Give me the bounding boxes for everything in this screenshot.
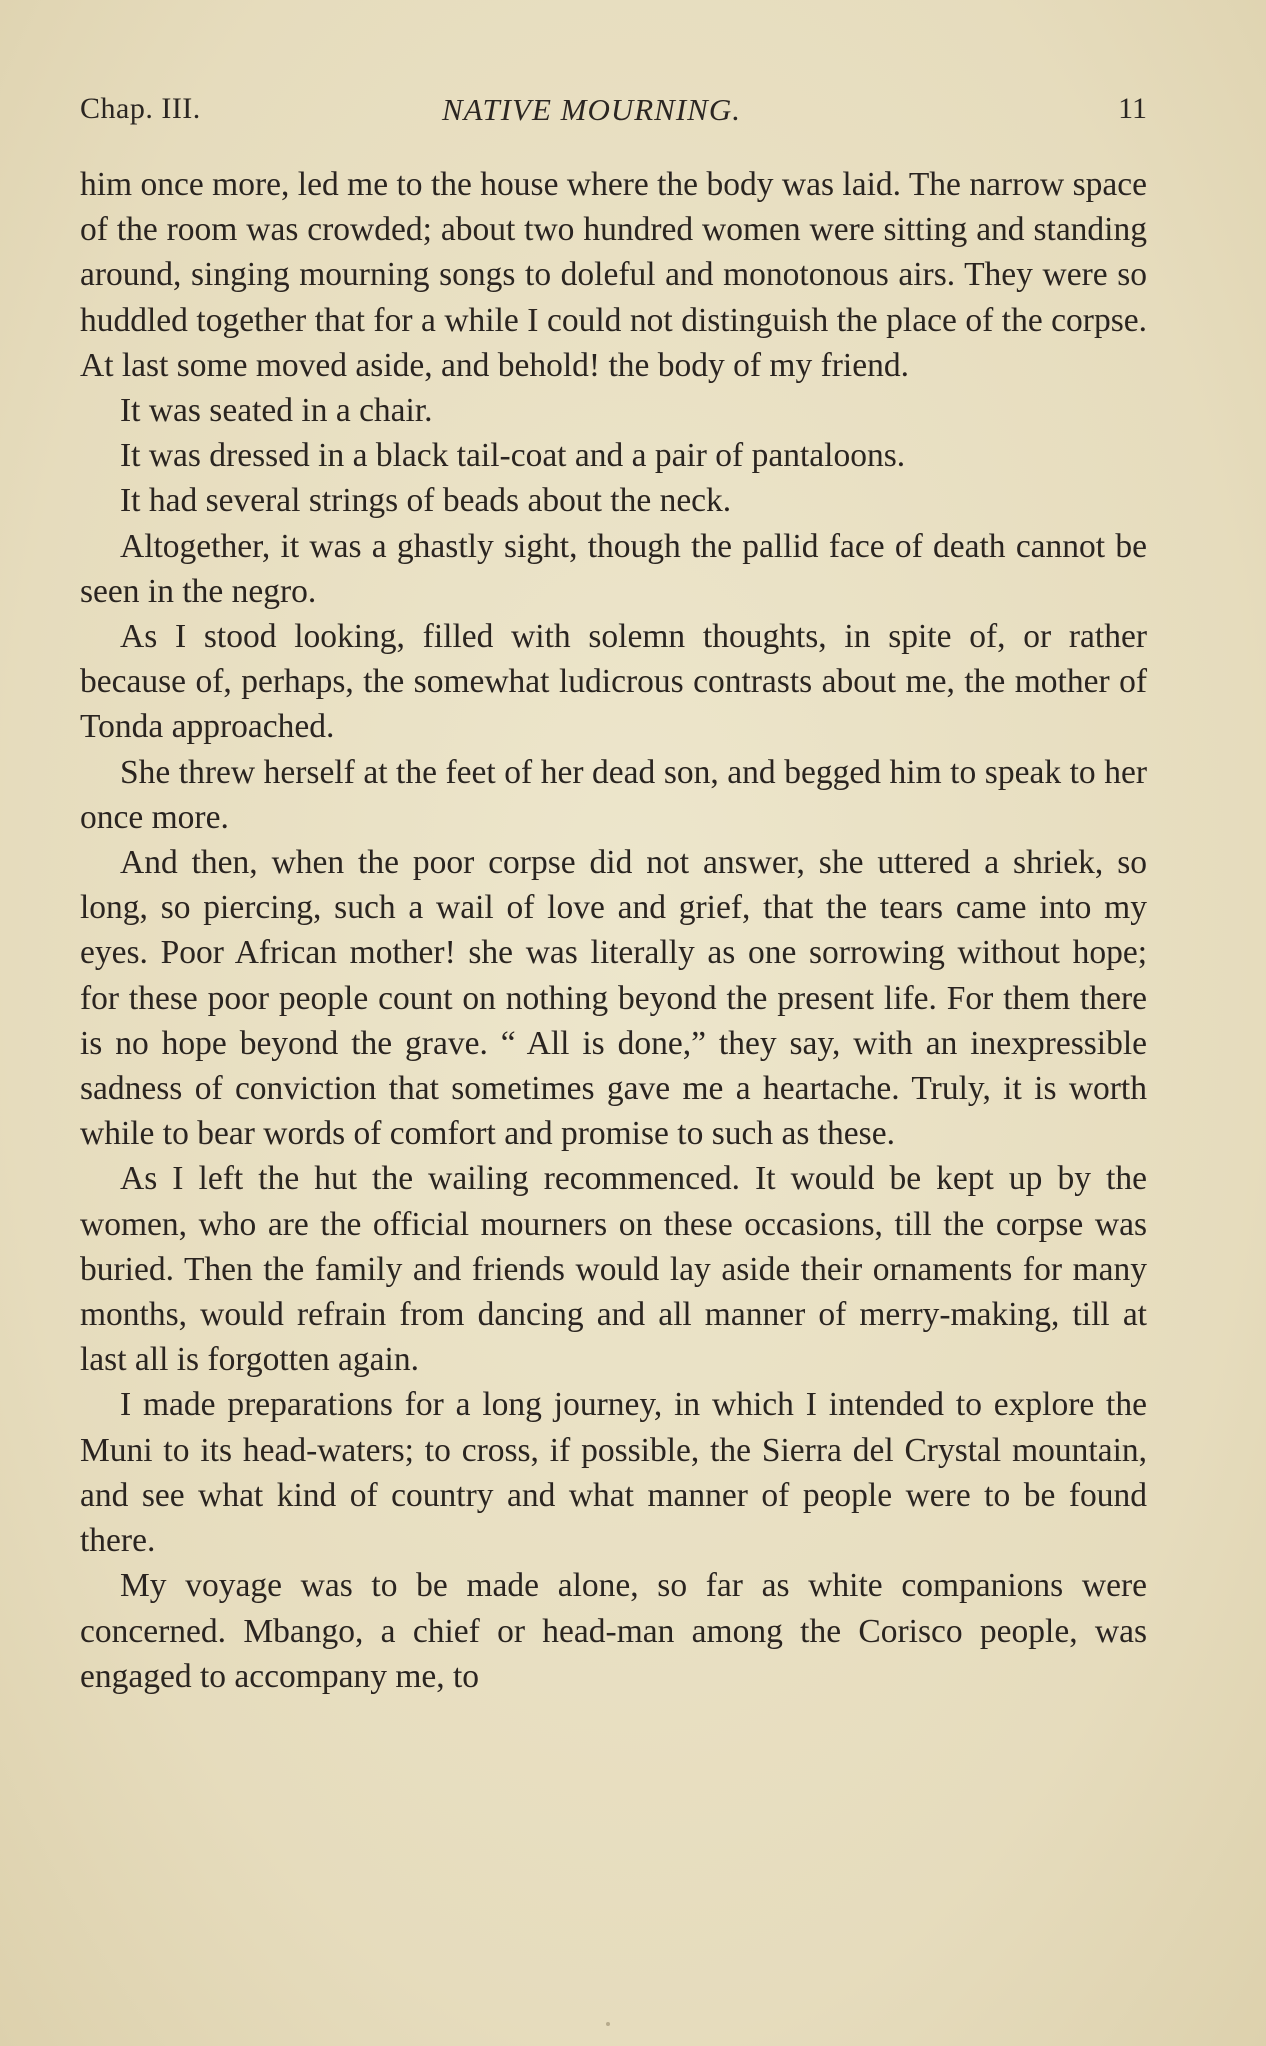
paragraph: And then, when the poor corpse did not answer, she uttered a shriek, so long, so piercing, such a wail of love and grief, that the tears came into my eyes. Poor African mother! she was literally as one sorrowing without hope; for these poor people count on nothing beyond the present life. For them there is no hope beyond the grave. “ All is done,” they say, with an inexpressible sadness of conviction that sometimes gave me a heartache. Truly, it is worth while to bear words of comfort and promise to such as these. <box>80 844 1147 1153</box>
paragraph: My voyage was to be made alone, so far as white companions were concerned. Mbango, a chief or head-man among the Corisco people, was engaged to accompany me, to <box>80 1567 1147 1695</box>
running-title: NATIVE MOURNING. <box>442 92 741 127</box>
running-header <box>80 92 1147 140</box>
paragraph: him once more, led me to the house where the body was laid. The narrow space of the room was crowded; about two hundred women were sitting and standing around, singing mourning songs to doleful and monotonous airs. They were so huddled together that for a while I could not distinguish the place of the corpse. At last some moved aside, and behold! the body of my friend. <box>80 166 1147 384</box>
paragraph: It had several strings of beads about the neck. <box>120 482 732 520</box>
chapter-label: Chap. III. <box>80 92 201 125</box>
paragraph: As I stood looking, filled with solemn thoughts, in spite of, or rather because of, perhaps, the somewhat ludicrous contrasts about me, the mother of Tonda approached. <box>80 618 1147 746</box>
body-text <box>80 162 1147 1699</box>
page-speck <box>606 2022 610 2026</box>
paragraph: It was dressed in a black tail-coat and a pair of pantaloons. <box>120 437 906 475</box>
paragraph: It was seated in a chair. <box>120 392 433 430</box>
paragraph: I made preparations for a long journey, in which I intended to explore the Muni to its head-waters; to cross, if possible, the Sierra del Crystal mountain, and see what kind of country and what manner of people were to be found there. <box>80 1386 1147 1560</box>
paragraph: She threw herself at the feet of her dead son, and begged him to speak to her once more. <box>80 753 1147 836</box>
page-number: 11 <box>1118 92 1147 125</box>
paragraph: As I left the hut the wailing recommenced. It would be kept up by the women, who are the official mourners on these occasions, till the corpse was buried. Then the family and friends would lay aside their ornaments for many months, would refrain from dancing and all manner of merry-making, till at last all is forgotten again. <box>80 1160 1147 1379</box>
paragraph: Altogether, it was a ghastly sight, though the pallid face of death cannot be seen in the negro. <box>80 527 1147 610</box>
